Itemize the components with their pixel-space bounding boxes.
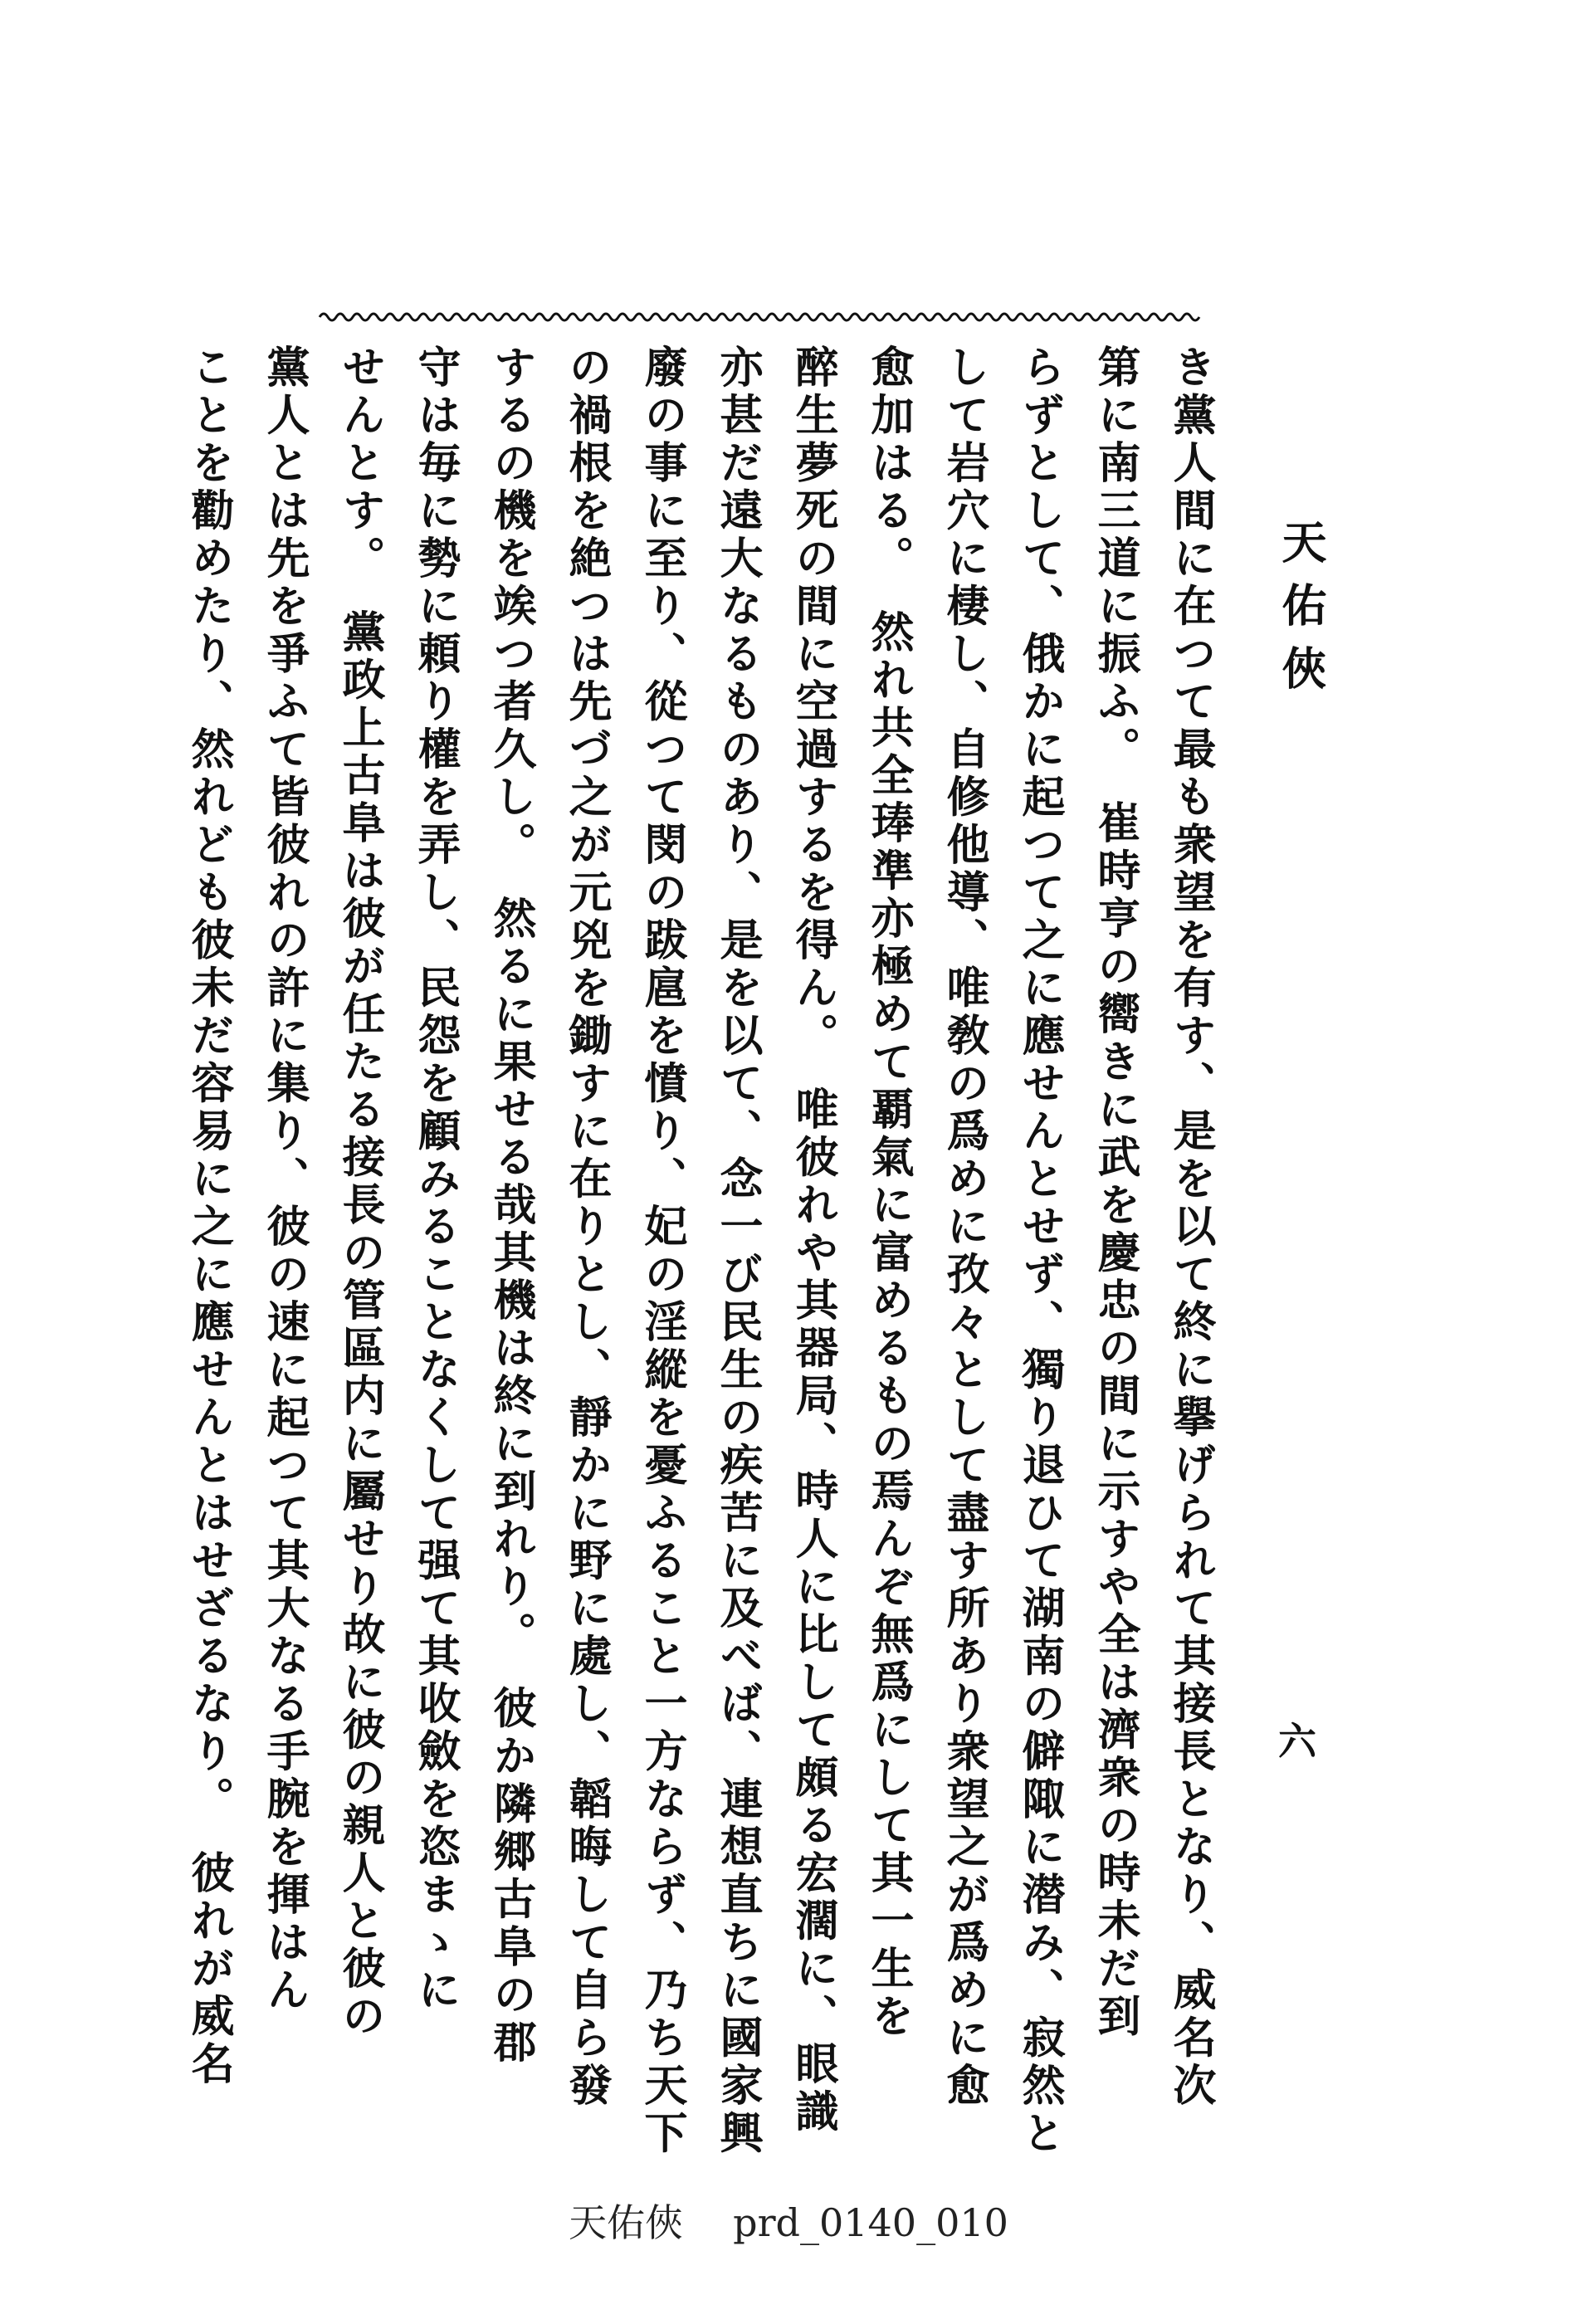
footer-title: 天佑俠 [569,2200,684,2245]
footer-id: prd_0140_010 [733,2200,1008,2245]
text-line: ことを勸めたり、然れども彼未だ容易に之に應せんとはせざるなり。 彼れが威名 [183,344,234,2089]
text-line: 黨人とは先を爭ふて皆彼れの許に集り、彼の速に起つて其大なる手腕を揮はん [259,344,310,2015]
page-number: 六 [1278,1719,1316,1764]
text-line: らずとして、俄かに起つて之に應せんとせず、獨り退ひて湖南の僻陬に潜み、寂然と [1014,344,1065,2158]
text-line: して岩穴に棲し、自修他導、唯敎の爲めに孜々として盡す所あり衆望之が爲めに愈 [939,344,989,2111]
text-line: の禍根を絶つは先づ之が元兇を鋤すに在りとし、靜かに野に處し、韜晦して自ら發 [561,344,612,2111]
wavy-rule [320,307,1199,327]
text-line: するの機を竢つ者久し。 然るに果せる哉其機は終に到れり。 彼か隣郷古阜の郡 [486,344,536,2068]
footer-caption [0,2200,1577,2245]
text-line: 愈加はる。 然れ共全琫準亦極めて覇氣に富めるもの焉んぞ無爲にして其一生を [863,344,914,2041]
running-title: 天佑俠 [1275,519,1328,708]
text-line: せんとす。 黨政上古阜は彼が任たる接長の管區内に屬せり故に彼の親人と彼の [334,344,385,2041]
text-line: 第に南三道に振ふ。 崔時亨の嚮きに武を慶忠の間に示すや全は濟衆の時未だ到 [1090,344,1140,2041]
text-line: き黨人間に在つて最も衆望を有す、是を以て終に擧げられて其接長となり、威名次 [1165,344,1216,2111]
text-line: 廢の事に至り、從つて閔の跋扈を憤り、妃の淫縱を憂ふること一方ならず、乃ち天下 [637,344,687,2158]
text-line: 醉生夢死の間に空過するを得ん。 唯彼れや其器局、時人に比して頗る宏濶に、眼識 [788,344,838,2136]
body-text [183,344,1228,2158]
wavy-rule-icon [320,307,1199,327]
text-line: 亦甚だ遠大なるものあり、是を以て、念一び民生の疾苦に及べば、連想直ちに國家興 [712,344,763,2158]
text-line: 守は毎に勢に頼り權を弄し、民怨を顧みることなくして强て其收斂を恣まゝに [410,344,461,2015]
